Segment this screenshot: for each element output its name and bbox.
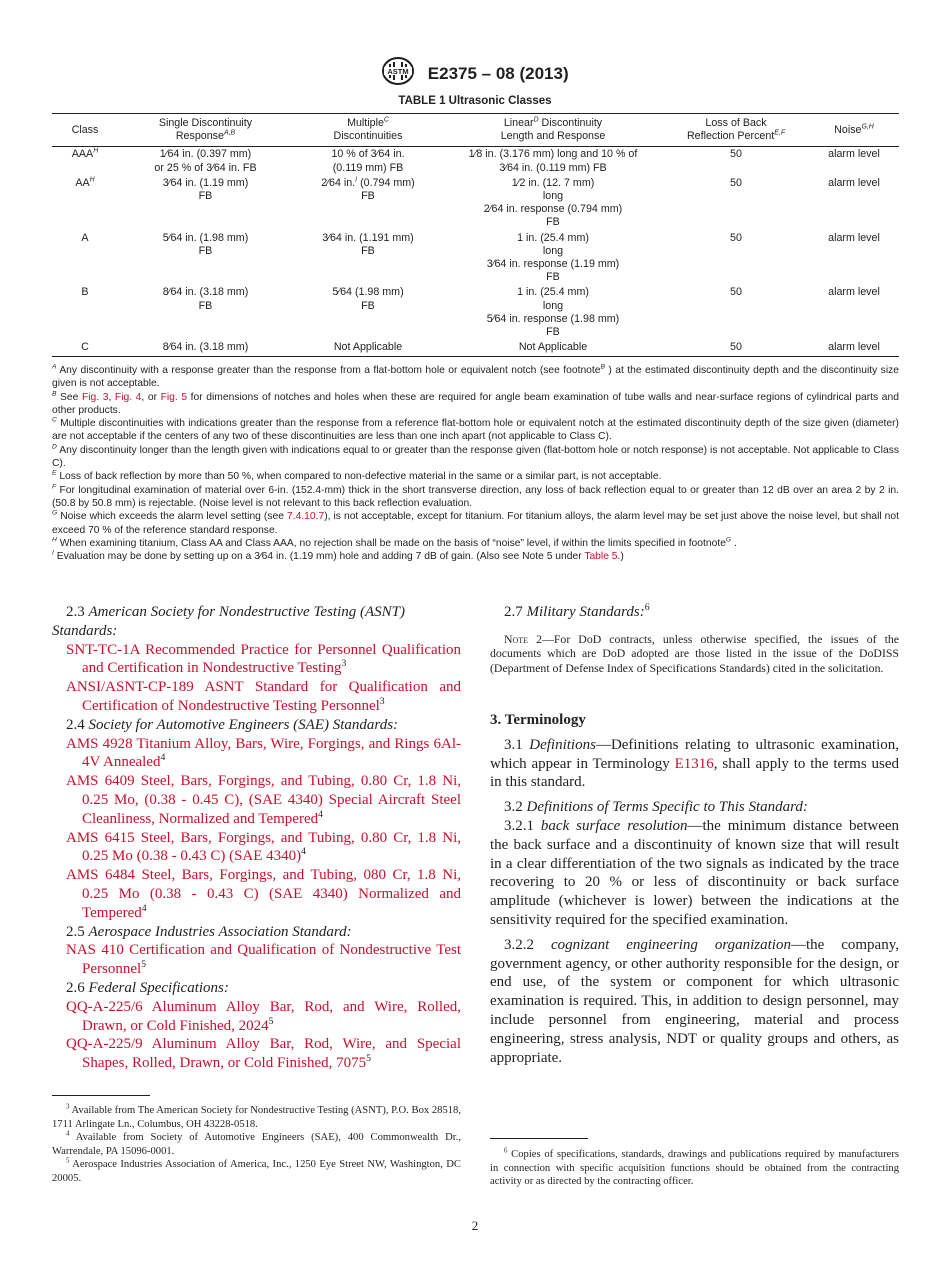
table-footnote: $^D$ Any discontinuity longer than the length given with indications equal to or greater than the response given (flat-bottom hole or notch response) is not acceptable. Not applicable to Class C). — [52, 443, 899, 470]
reference-item: AMS 6484 Steel, Bars, Forgings, and Tubing, 080 Cr, 1.8 Ni, 0.25 Mo (0.38 - 0.43 C) (SAE 4340) Normalized and Tempered$^4$ — [66, 867, 462, 921]
ams-6415-link[interactable]: AMS 6415 — [66, 829, 135, 846]
table-row — [52, 176, 899, 231]
column-header-loss-of-back-reflection: Loss of Back Reflection Percent$^{E,F}$ — [663, 114, 809, 147]
table-row — [52, 285, 899, 340]
cell-single: 1⁄64 in. (0.397 mm) or 25 % of 3⁄64 in. FB — [154, 148, 257, 174]
fig-5-link[interactable]: Fig. 5 — [160, 391, 188, 403]
section-7-4-10-7-link[interactable]: 7.4.10.7 — [286, 511, 325, 523]
cell-class: $AA^H$ — [75, 176, 95, 189]
cell-noise: alarm level — [809, 340, 899, 357]
cell-multiple: Not Applicable — [293, 340, 443, 357]
document-designation: E2375 – 08 (2013) — [427, 63, 569, 83]
page-number: 2 — [471, 1218, 479, 1233]
cell-linear: 1 in. (25.4 mm) long 5⁄64 in. response (1.98 mm) FB — [486, 286, 620, 339]
ams-4928-link[interactable]: AMS 4928 — [66, 735, 133, 752]
nas-410-link[interactable]: NAS 410 — [66, 942, 124, 959]
footnote-5: $^5$ Aerospace Industries Association of America, Inc., 1250 Eye Street NW, Washington, DC 20005. — [52, 1157, 461, 1184]
cell-single: 5⁄64 in. (1.98 mm) FB — [162, 231, 249, 257]
column-header-noise: Noise$^{G,H}$ — [809, 114, 899, 147]
ams-6409-link[interactable]: AMS 6409 — [66, 773, 135, 790]
table-footnote: $^G$ Noise which exceeds the alarm level setting (see 7.4.10.7), is not acceptable, except for titanium. For titanium alloys, the alarm level may be set just above the noise level, but shall not exceed 70 % of the reference standard response. — [52, 509, 899, 536]
section-2-3-heading: 2.3 American Society for Nondestructive Testing (ASNT) Standards: — [52, 604, 405, 639]
cell-linear: 1⁄2 in. (12. 7 mm) long 2⁄64 in. response (0.794 mm) FB — [483, 176, 623, 229]
reference-item: SNT-TC-1A Recommended Practice for Personnel Qualification and Certification in Nondestructive Testing$^3$ — [66, 641, 462, 677]
cell-noise: alarm level — [828, 231, 880, 244]
table-footnote: $^A$ Any discontinuity with a response greater than the response from a flat-bottom hole or equivalent notch (see footnote$^B$ ) at the estimated discontinuity depth and the discontinuity size given is not acceptable. — [52, 363, 899, 390]
note-2: Note 2—For DoD contracts, unless otherwise specified, the issues of the documents which are DoD adopted are those listed in the issue of the DoDISS (Department of Defense Index of Specifications Standards) cited in the solicitation. — [490, 631, 900, 675]
table-footnote: $^C$ Multiple discontinuities with indications greater than the response from a reference flat-bottom hole or equivalent notch at the estimated discontinuity depth of the size given (diameter) are not acceptable if the centers of any two of these discontinuities are less than one inch apart (not applicable to Class C). — [52, 416, 899, 443]
cell-linear: Not Applicable — [443, 340, 663, 357]
table-row — [52, 231, 899, 286]
cell-noise: alarm level — [828, 148, 880, 161]
snt-tc-1a-link[interactable]: SNT-TC-1A — [66, 641, 140, 658]
footnote-divider — [52, 1095, 150, 1096]
cell-multiple: 3⁄64 in. (1.191 mm) FB — [322, 231, 414, 257]
section-2-7-heading: 2.7 Military Standards:$^6$ — [504, 602, 650, 620]
cell-noise: alarm level — [828, 286, 880, 299]
ams-6484-link[interactable]: AMS 6484 — [66, 867, 135, 884]
table-footnote: $^B$ See Fig. 3, Fig. 4, or Fig. 5 for dimensions of notches and holes when these are required for angle beam examination of tube walls and near-surface regions of cylindrical parts and other products. — [52, 390, 899, 416]
section-2-6-heading: 2.6 Federal Specifications: — [66, 979, 229, 996]
left-footnotes — [52, 1104, 461, 1186]
footnote-3: $^3$ Available from The American Society for Nondestructive Testing (ASNT), P.O. Box 28518, 1711 Arlingate Ln., Columbus, OH 43228-0518. — [52, 1103, 461, 1130]
footnote-4: $^4$ Available from Society of Automotive Engineers (SAE), 400 Commonwealth Dr., Warrendale, PA 15096-0001. — [52, 1130, 461, 1157]
table-footnotes — [52, 364, 899, 563]
table-caption: TABLE 1 Ultrasonic Classes — [398, 95, 552, 107]
cell-loss: 50 — [730, 176, 742, 189]
table-footnote: $^F$ For longitudinal examination of material over 6-in. (152.4-mm) thick in the short transverse direction, any loss of back reflection equal to or greater than 12 dB over an area 2 by 2 in. (50.8 by 50.8 mm) is rejectable. (Noise level is not relevant to this back reflection evaluation. — [52, 483, 899, 509]
cell-class: A — [81, 231, 89, 244]
asnt-cp-189-link[interactable]: ANSI/ASNT-CP-189 — [66, 679, 194, 696]
table-footnote: $^E$ Loss of back reflection by more than 50 %, when compared to non-defective material in the same or a similar part, is not acceptable. — [52, 469, 662, 483]
footnote-6: $^6$ Copies of specifications, standards, drawings and publications required by manufacturers in connection with specific acquisition functions should be obtained from the contracting activity or as directed by the contracting officer. — [490, 1147, 899, 1188]
ultrasonic-classes-table — [52, 113, 899, 357]
cell-class: B — [81, 286, 89, 299]
section-3-2-heading: 3.2 Definitions of Terms Specific to This Standard: — [504, 799, 808, 816]
qq-a-225-9-link[interactable]: QQ-A-225/9 — [66, 1036, 143, 1053]
table-row — [52, 147, 899, 176]
reference-item: ANSI/ASNT-CP-189 ASNT Standard for Qualification and Certification of Nondestructive Testing Personnel$^3$ — [66, 679, 461, 714]
reference-item: QQ-A-225/6 Aluminum Alloy Bar, Rod, and Wire, Rolled, Drawn, or Cold Finished, 2024$^5$ — [66, 998, 461, 1034]
table-footnote: $^I$ Evaluation may be done by setting up on a 3⁄64 in. (1.19 mm) hole and adding 7 dB of gain. (Also see Note 5 under Table 5.) — [52, 549, 624, 563]
cell-loss: 50 — [730, 148, 742, 161]
section-3-2-2: 3.2.2 cognizant engineering organization—the company, government agency, or other authority responsible for the design, or end use, of the system or component for which ultrasonic examination is required. This, in addition to design personnel, may include personnel from engineering, material and process engineering, stress analysis, NDT or quality groups and others, as appropriate. — [490, 936, 899, 1066]
column-header-linear: Linear$^D$ Discontinuity Length and Response — [443, 114, 663, 147]
cell-noise: alarm level — [828, 176, 880, 189]
footnote-divider — [490, 1138, 588, 1139]
cell-class: $AAA^H$ — [71, 147, 99, 161]
section-3-heading: 3. Terminology — [490, 712, 586, 729]
cell-class: C — [52, 340, 118, 357]
cell-loss: 50 — [730, 231, 742, 244]
table-header-row — [52, 114, 899, 147]
fig-4-link[interactable]: Fig. 4 — [114, 391, 142, 403]
right-column — [490, 603, 899, 1067]
cell-linear: 1 in. (25.4 mm) long 3⁄64 in. response (1.19 mm) FB — [486, 231, 620, 284]
left-column — [52, 603, 461, 1073]
section-2-5-heading: 2.5 Aerospace Industries Association Standard: — [66, 923, 352, 940]
reference-item: QQ-A-225/9 Aluminum Alloy Bar, Rod, Wire, and Special Shapes, Rolled, Drawn, or Cold Finished, 7075$^5$ — [66, 1036, 461, 1072]
table-row — [52, 340, 899, 357]
reference-item: AMS 6415 Steel, Bars, Forgings, and Tubing, 0.80 Cr, 1.8 Ni, 0.25 Mo (0.38 - 0.43 C) (SAE 4340)$^4$ — [66, 829, 462, 865]
column-header-class: Class — [52, 114, 118, 147]
cell-single: 3⁄64 in. (1.19 mm) FB — [162, 176, 249, 203]
page-header — [0, 56, 950, 91]
cell-loss: 50 — [663, 340, 809, 357]
section-3-2-1: 3.2.1 back surface resolution—the minimum distance between the back surface and a discontinuity of known size that will result in a clear differentiation of the two signals as indicated by the trace recovering to 20 % or less of discontinuity or back surface amplitude (whichever is lower) between the indications at the sensitivity required for the specified examination. — [490, 818, 900, 928]
cell-single: 8⁄64 in. (3.18 mm) — [118, 340, 293, 357]
fig-3-link[interactable]: Fig. 3 — [81, 391, 109, 403]
reference-item: AMS 6409 Steel, Bars, Forgings, and Tubing, 0.80 Cr, 1.8 Ni, 0.25 Mo, (0.38 - 0.45 C), (SAE 4340) Special Aircraft Steel Cleanliness, Normalized and Tempered$^4$ — [66, 773, 462, 827]
table-footnote: $^H$ When examining titanium, Class AA and Class AAA, no rejection shall be made on the basis of “noise” level, if within the limits specified in footnote$^G$ . — [52, 536, 737, 549]
section-2-4-heading: 2.4 Society for Automotive Engineers (SAE) Standards: — [66, 716, 399, 733]
astm-logo-text: ASTM — [387, 66, 409, 76]
right-footnotes — [490, 1148, 899, 1189]
qq-a-225-6-link[interactable]: QQ-A-225/6 — [66, 998, 143, 1015]
cell-single: 8⁄64 in. (3.18 mm) FB — [162, 286, 249, 312]
column-header-multiple: Multiple$^C$ Discontinuities — [293, 114, 443, 147]
cell-linear: 1⁄8 in. (3.176 mm) long and 10 % of 3⁄64 in. (0.119 mm) FB — [468, 148, 638, 174]
section-3-1: 3.1 Definitions—Definitions relating to ultrasonic examination, which appear in Terminology E1316, shall apply to the terms used in this standard. — [490, 736, 900, 791]
table-5-link[interactable]: Table 5 — [584, 551, 618, 563]
cell-multiple: 5⁄64 (1.98 mm) FB — [332, 286, 404, 312]
e1316-link[interactable]: E1316 — [674, 755, 714, 772]
reference-item: NAS 410 Certification and Qualification of Nondestructive Test Personnel$^5$ — [66, 942, 461, 978]
cell-multiple: 10 % of 3⁄64 in. (0.119 mm) FB — [331, 148, 405, 174]
astm-logo-icon — [381, 56, 415, 91]
column-header-single-discontinuity: Single Discontinuity Response$^{A,B}$ — [118, 114, 293, 147]
cell-multiple: 2⁄64 in.$^I$ (0.794 mm) FB — [321, 176, 415, 203]
cell-loss: 50 — [730, 286, 742, 299]
reference-item: AMS 4928 Titanium Alloy, Bars, Wire, Forgings, and Rings 6Al-4V Annealed$^4$ — [66, 735, 462, 771]
